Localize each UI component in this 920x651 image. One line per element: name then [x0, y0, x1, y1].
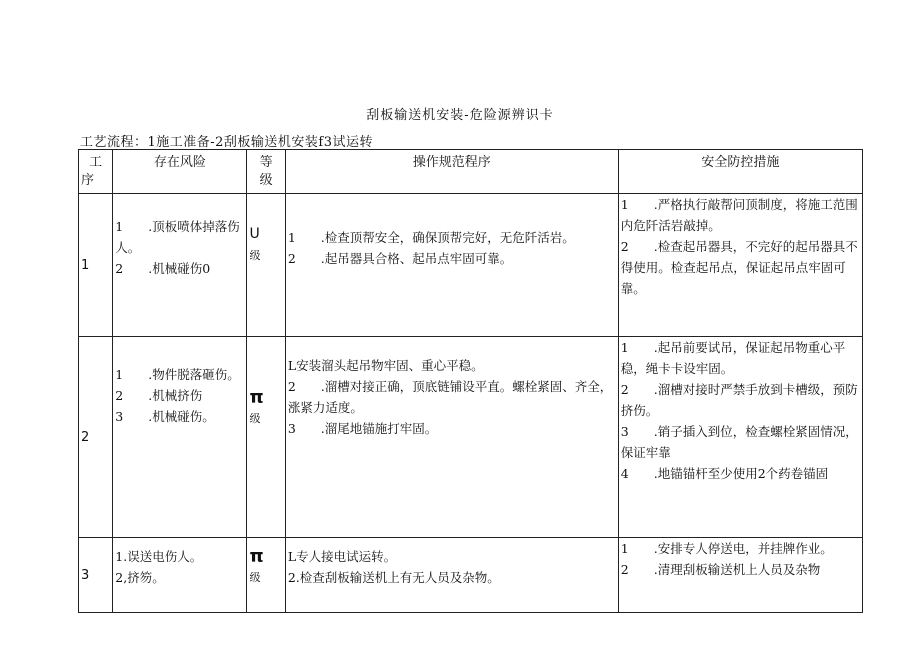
level-symbol: π — [249, 546, 264, 567]
risk-item: 1 .顶板喷体掉落伤人。 — [115, 219, 240, 255]
table-row — [79, 538, 863, 613]
risk-item: 1.误送电伤人。 — [115, 549, 203, 564]
risk-item: 2 .机械挤伤 — [115, 388, 203, 403]
operation-cell — [285, 194, 618, 337]
row-no: 1 — [79, 194, 113, 337]
page-title: 刮板输送机安装-危险源辨识卡 — [366, 108, 554, 123]
safety-item: 1 .安排专人停送电，并挂牌作业。 — [620, 541, 833, 556]
operation-item: 2.检查刮板输送机上有无人员及杂物。 — [287, 570, 500, 585]
operation-item: L专人接电试运转。 — [287, 549, 397, 564]
level-cell — [247, 194, 285, 337]
level-symbol: U — [249, 226, 260, 242]
row-no: 2 — [79, 337, 113, 538]
process-flow: 工艺流程：1施工准备-2刮板输送机安装f3试运转 — [80, 135, 374, 150]
level-cell — [247, 538, 285, 613]
header-level-top: 等 — [259, 154, 273, 170]
risk-cell — [113, 538, 247, 613]
level-text: 级 — [249, 412, 261, 425]
header-no-bottom: 序 — [81, 172, 95, 188]
safety-item: 1 .起吊前要试吊，保证起吊物重心平稳，绳卡卡设牢固。 — [620, 340, 846, 376]
level-cell — [247, 337, 285, 538]
header-level-bottom: 级 — [259, 172, 273, 188]
header-level — [247, 150, 285, 194]
operation-item: 1 .检查顶帮安全，确保顶帮完好，无危阡活岩。 — [287, 230, 575, 245]
safety-cell — [618, 194, 862, 337]
safety-cell — [618, 538, 862, 613]
level-symbol: π — [249, 387, 264, 408]
row-no: 3 — [79, 538, 113, 613]
header-safety: 安全防控措施 — [618, 150, 862, 194]
operation-item: 3 .溜尾地锚施打牢固。 — [287, 421, 438, 436]
level-text: 级 — [249, 571, 261, 584]
header-no — [79, 150, 113, 194]
safety-item: 2 .检查起吊器具，不完好的起吊器具不得使用。检查起吊点，保证起吊点牢固可靠。 — [620, 239, 858, 296]
safety-item: 1 .严格执行敲帮问顶制度，将施工范围内危阡活岩敲掉。 — [620, 197, 858, 233]
risk-item: 2,挤笏。 — [115, 570, 165, 585]
hazard-table — [78, 149, 863, 613]
operation-cell — [285, 538, 618, 613]
table-row — [79, 337, 863, 538]
risk-item: 3 .机械碰伤。 — [115, 409, 215, 424]
header-no-top: 工 — [89, 154, 103, 170]
safety-item: 3 .销子插入到位，检查螺栓紧固情况，保证牢靠 — [620, 424, 858, 460]
risk-item: 2 .机械碰伤0 — [115, 261, 211, 276]
risk-cell — [113, 337, 247, 538]
safety-cell — [618, 337, 862, 538]
operation-item: L安装溜头起吊物牢固、重心平稳。 — [287, 358, 484, 373]
operation-item: 2 .溜槽对接正确，顶底链铺设平直。螺栓紧固、齐全，涨紧力适度。 — [287, 379, 613, 415]
header-risk: 存在风险 — [113, 150, 247, 194]
safety-item: 4 .地锚锚杆至少使用2个药卷锚固 — [620, 466, 829, 481]
level-text: 级 — [249, 249, 261, 262]
safety-item: 2 .溜槽对接时严禁手放到卡槽级，预防挤伤。 — [620, 382, 858, 418]
safety-item: 2 .清理刮板输送机上人员及杂物 — [620, 562, 821, 577]
header-operation: 操作规范程序 — [285, 150, 618, 194]
operation-cell — [285, 337, 618, 538]
operation-item: 2 .起吊器具合格、起吊点牢固可靠。 — [287, 251, 513, 266]
risk-cell — [113, 194, 247, 337]
risk-item: 1 .物件脱落砸伤。 — [115, 367, 240, 382]
table-row — [79, 194, 863, 337]
table-header-row — [79, 150, 863, 194]
